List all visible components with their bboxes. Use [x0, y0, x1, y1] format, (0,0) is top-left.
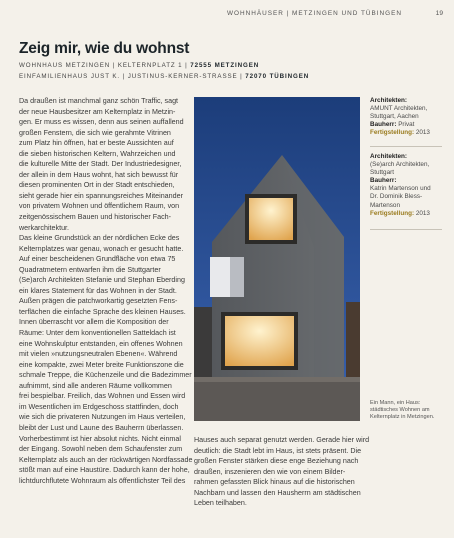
- text-line: mit vielen »nutzungsneutralen Ebenen«. Während: [19, 350, 178, 359]
- client-value: Privat: [398, 121, 415, 129]
- text-line: sieht gerade hier ein spannungsreiches Miteinander: [19, 191, 183, 200]
- completion-value: 2013: [415, 129, 430, 137]
- text-line: städtisches Wohnen am: [370, 407, 430, 414]
- running-title: WOHNHÄUSER | METZINGEN UND TÜBINGEN: [226, 10, 402, 17]
- address-2-prefix: EINFAMILIENHAUS JUST K. | JUSTINUS-KERNER-STRASSE |: [19, 73, 246, 80]
- page-number: 19: [435, 10, 443, 17]
- text-line: eine Wohnskulptur entstanden, ein offenes Wohnen: [19, 339, 183, 348]
- text-line: Räume: Unter dem konventionellen Satteldach ist: [19, 329, 176, 338]
- text-line: der Eingang. Sowohl neben dem Schaufenster zum: [19, 445, 183, 454]
- text-line: frei bespielbar. Freilich, das Wohnen und Essen wird: [19, 392, 186, 401]
- text-line: von privatem Wohnen und öffentlichem Raum, von: [19, 202, 180, 211]
- text-line: Vorherbestimmt ist hier absolut nichts. Nicht einmal: [19, 434, 181, 443]
- text-line: terflächen die einfache Sprache des kleinen Hauses.: [19, 307, 186, 316]
- completion-label: Fertigstellung:: [370, 209, 415, 217]
- address-2-city: 72070 TÜBINGEN: [245, 73, 310, 80]
- text-line: stößt man auf eine Haustüre. Dadurch kann der hohe,: [19, 466, 190, 475]
- client-line: Martenson: [370, 201, 400, 209]
- architects-label: Architekten:: [370, 153, 408, 160]
- text-line: Ein Mann, ein Haus:: [370, 400, 421, 406]
- article-title: Zeig mir, wie du wohnst: [19, 40, 190, 57]
- house-photo: [194, 97, 360, 421]
- text-line: der allein in dem Haus wohnt, hat sich bewusst für: [19, 170, 179, 179]
- address-line-2: [19, 73, 309, 80]
- text-line: draußen, inszenieren den wie von einem Bilder-: [194, 467, 346, 476]
- text-line: Außen prägen die patchworkartig gesetzten Fens-: [19, 297, 178, 306]
- architects-line: Stuttgart, Aachen: [370, 113, 419, 121]
- text-line: (Se)arch Architekten Stefanie und Stephan Eberding: [19, 276, 185, 285]
- architects-line: AMUNT Architekten,: [370, 105, 428, 113]
- address-1-city: 72555 METZINGEN: [190, 62, 260, 69]
- text-line: ein klares Statement für das Wohnen in der Stadt.: [19, 286, 177, 295]
- architects-label: Architekten:: [370, 97, 408, 104]
- text-line: rahmen gefassten Blick hinaus auf die historischen: [194, 478, 355, 487]
- text-line: Das kleine Grundstück an der nördlichen Ecke des: [19, 234, 180, 243]
- text-line: großen Fenstern, die sich wie gerahmte Vitrinen: [19, 128, 171, 137]
- text-line: im Wesentlichen im Erdgeschoss stattfinden, doch: [19, 402, 179, 411]
- text-line: Kelternplatz in Metzingen.: [370, 414, 435, 421]
- text-line: gen. Er muss es wissen, denn aus seinen auffallend: [19, 118, 184, 127]
- text-line: bleibt der Lust und Laune des Bauherrn überlassen.: [19, 423, 184, 432]
- completion-label: Fertigstellung:: [370, 129, 415, 137]
- text-line: Nachbarn und lassen den Hausherrn am städtischen: [194, 488, 361, 497]
- body-column-2: [194, 435, 369, 509]
- text-line: Quadratmetern entwarfen ihm die Stuttgarter: [19, 265, 161, 274]
- text-line: Auf einer bescheidenen Grundfläche von etwa 75: [19, 255, 176, 264]
- client-label: Bauherr:: [370, 177, 397, 185]
- text-line: die kulturelle Mitte der Stadt. Der Industriedesigner,: [19, 160, 182, 169]
- divider: [370, 146, 442, 147]
- client-line: Dr. Dominik Bless-: [370, 193, 423, 201]
- text-line: Innen überrascht vor allem die Komposition der: [19, 318, 169, 327]
- text-line: eine kompakte, zwei Meter breite Funktionszone die: [19, 360, 184, 369]
- text-line: werkarchitektur.: [19, 223, 70, 232]
- text-line: Leben teilhaben.: [194, 499, 247, 508]
- text-line: Da draußen ist manchmal ganz schön Traffic, sagt: [19, 97, 179, 105]
- divider: [370, 229, 442, 230]
- address-1-prefix: WOHNHAUS METZINGEN | KELTERNPLATZ 1 |: [19, 62, 191, 69]
- body-column-1: [19, 96, 192, 486]
- text-line: die sieben historischen Keltern, Wahrzeichen und: [19, 149, 176, 158]
- client-line: Katrin Martenson und: [370, 185, 431, 193]
- text-line: der neue Hausbesitzer am Kelternplatz in Metzin-: [19, 107, 176, 116]
- text-line: aufnimmt, sind alle anderen Räume vollkommen: [19, 381, 172, 390]
- text-line: Hauses auch separat genutzt werden. Gerade hier wird: [194, 436, 370, 444]
- text-line: Kelternplatzes war genau, wonach er gesucht hatte.: [19, 244, 184, 253]
- address-line-1: [19, 62, 259, 69]
- project-info-1: [370, 97, 430, 137]
- completion-value: 2013: [415, 209, 430, 217]
- architects-line: (Se)arch Architekten,: [370, 161, 430, 169]
- client-label: Bauherr:: [370, 121, 397, 129]
- text-line: Kelternplatz als auch an der rückwärtigen Nordfassade: [19, 455, 193, 464]
- text-line: diesen prominenten Ort in der Stadt entschieden,: [19, 181, 175, 190]
- text-line: zum Platz hin öffnen, hat er beste Aussichten auf: [19, 139, 174, 148]
- text-line: lichtdurchflutete Wohnraum als öffentlichster Teil des: [19, 476, 186, 485]
- photo-caption: [370, 400, 434, 422]
- text-line: großen Fenster stärken diese enge Beziehung nach: [194, 457, 359, 466]
- architects-line: Stuttgart: [370, 169, 394, 177]
- text-line: zeitgenössischem Bauen und historischer Fach-: [19, 213, 172, 222]
- text-line: schmale Treppe, die Küchenzeile und die Badezimmer: [19, 371, 192, 380]
- text-line: wie sich die privateren Nutzungen im Haus verteilen,: [19, 413, 186, 422]
- project-info-2: [370, 153, 431, 218]
- text-line: deutlich: die Stadt lebt im Haus, ist stets präsent. Die: [194, 446, 362, 455]
